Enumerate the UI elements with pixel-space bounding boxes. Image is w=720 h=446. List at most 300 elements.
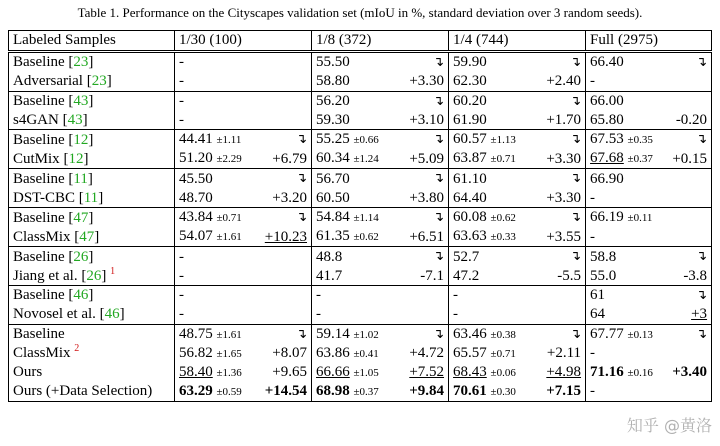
value-cell (449, 266, 531, 285)
miou-value: 68.43 (453, 363, 487, 380)
method-name: Baseline (13, 170, 65, 187)
citation-link[interactable]: 43 (73, 93, 89, 110)
method-cell: CutMix [12] (9, 149, 175, 169)
delta-cell (394, 227, 449, 247)
delta-cell (668, 72, 712, 91)
method-cell: s4GAN [43] (9, 111, 175, 130)
delta-value: +9.84 (409, 383, 445, 400)
value-cell (312, 344, 394, 363)
value-cell (586, 188, 668, 207)
table-row (9, 344, 712, 363)
value-cell (175, 72, 257, 91)
delta-value: +9.65 (272, 364, 308, 381)
value-cell (175, 344, 257, 363)
citation-link[interactable]: 23 (91, 73, 107, 90)
value-cell (175, 130, 257, 150)
table-row (9, 208, 712, 228)
miou-value: 59.90 (453, 54, 487, 71)
delta-cell (394, 72, 449, 91)
delta-cell (257, 344, 312, 363)
miou-value: 45.50 (179, 170, 213, 187)
method-cell: ClassMix [47] (9, 227, 175, 247)
method-name: Baseline (13, 248, 65, 265)
value-cell (312, 169, 394, 189)
value-cell (312, 305, 394, 324)
value-cell (175, 247, 257, 267)
delta-cell (257, 324, 312, 344)
footnote-marker[interactable]: 2 (74, 343, 80, 355)
delta-cell (394, 169, 449, 189)
value-cell (586, 266, 668, 285)
baseline-arrow-icon: ↴ (570, 54, 582, 70)
delta-cell (668, 324, 712, 344)
delta-cell (257, 208, 312, 228)
delta-cell (531, 208, 586, 228)
method-cell: Jiang et al. [26] $^1$ (9, 266, 175, 285)
method-name: ClassMix (13, 228, 71, 245)
table-row (9, 266, 712, 285)
miou-value: 65.57 (453, 344, 487, 361)
value-cell (175, 324, 257, 344)
miou-value: 56.70 (316, 170, 350, 187)
value-cell (586, 91, 668, 111)
method-name: Ours (+Data Selection) (13, 383, 153, 400)
miou-value: 55.25 (316, 131, 350, 148)
value-cell (586, 382, 668, 402)
citation-link[interactable]: 47 (79, 228, 95, 245)
value-cell (586, 72, 668, 91)
miou-value: 68.98 (316, 382, 350, 399)
method-name: ClassMix (13, 345, 71, 362)
miou-value: 60.50 (316, 189, 350, 206)
value-cell (175, 266, 257, 285)
miou-value: - (590, 383, 596, 400)
value-cell (312, 247, 394, 267)
miou-value: 64.40 (453, 189, 487, 206)
table-row (9, 363, 712, 382)
citation-link[interactable]: 12 (68, 150, 84, 167)
delta-value: +6.79 (272, 150, 308, 167)
value-cell (175, 382, 257, 402)
std-dev: ±0.30 (490, 385, 516, 398)
delta-cell (668, 363, 712, 382)
citation-link[interactable]: 26 (73, 248, 89, 265)
citation-link[interactable]: 47 (73, 209, 89, 226)
delta-cell (531, 72, 586, 91)
miou-value: - (179, 93, 184, 110)
baseline-arrow-icon: ↴ (433, 54, 445, 70)
miou-value: 43.84 (179, 209, 213, 226)
delta-cell (668, 169, 712, 189)
header-row (9, 31, 712, 52)
value-cell (175, 169, 257, 189)
method-cell: Baseline [11] (9, 169, 175, 189)
miou-value: - (179, 267, 184, 284)
delta-cell (668, 266, 712, 285)
value-cell (449, 111, 531, 130)
value-cell (312, 188, 394, 207)
delta-cell (394, 130, 449, 150)
method-name: Adversarial (13, 73, 83, 90)
method-cell: Baseline [12] (9, 130, 175, 150)
std-dev: ±0.37 (627, 153, 653, 166)
miou-value: 67.53 (590, 131, 624, 148)
delta-value: +3.20 (272, 189, 308, 206)
delta-value: +6.51 (409, 228, 445, 245)
miou-value: - (179, 73, 184, 90)
baseline-arrow-icon: ↴ (433, 93, 445, 109)
value-cell (449, 72, 531, 91)
delta-value: -5.5 (557, 267, 582, 284)
miou-value: 61.35 (316, 228, 350, 245)
delta-cell (394, 188, 449, 207)
delta-value: +3.10 (409, 111, 445, 128)
miou-value: 64 (590, 306, 606, 323)
value-cell (312, 363, 394, 382)
value-cell (586, 305, 668, 324)
header-1-30: 1/30 (100) (175, 31, 312, 52)
delta-cell (668, 305, 712, 324)
delta-cell (531, 305, 586, 324)
value-cell (586, 51, 668, 72)
baseline-arrow-icon: ↴ (570, 93, 582, 109)
value-cell (312, 130, 394, 150)
value-cell (312, 266, 394, 285)
baseline-arrow-icon: ↴ (433, 249, 445, 265)
table-row (9, 51, 712, 72)
value-cell (586, 344, 668, 363)
miou-value: 67.68 (590, 150, 624, 167)
table-row (9, 382, 712, 402)
delta-cell (531, 51, 586, 72)
table-row (9, 72, 712, 91)
baseline-arrow-icon: ↴ (296, 132, 308, 148)
value-cell (586, 247, 668, 267)
std-dev: ±0.62 (353, 231, 379, 244)
delta-cell (257, 149, 312, 169)
table-row (9, 188, 712, 207)
baseline-arrow-icon: ↴ (696, 326, 708, 342)
miou-value: 65.80 (590, 111, 624, 128)
value-cell (449, 208, 531, 228)
method-name: CutMix (13, 150, 60, 167)
delta-cell (668, 208, 712, 228)
value-cell (586, 111, 668, 130)
table-row (9, 305, 712, 324)
value-cell (175, 285, 257, 305)
baseline-arrow-icon: ↴ (570, 249, 582, 265)
baseline-arrow-icon: ↴ (570, 171, 582, 187)
value-cell (449, 130, 531, 150)
method-name: Baseline (13, 326, 65, 343)
header-labeled-samples: Labeled Samples (9, 31, 175, 52)
delta-value: +0.15 (672, 150, 708, 167)
miou-value: 61.90 (453, 111, 487, 128)
miou-value: 54.84 (316, 209, 350, 226)
delta-cell (668, 285, 712, 305)
method-cell: Adversarial [23] (9, 72, 175, 91)
std-dev: ±0.62 (490, 212, 516, 225)
delta-cell (394, 305, 449, 324)
citation-link[interactable]: 26 (86, 267, 102, 284)
baseline-arrow-icon: ↴ (570, 326, 582, 342)
std-dev: ±0.71 (490, 153, 516, 166)
delta-cell (257, 51, 312, 72)
value-cell (449, 91, 531, 111)
value-cell (312, 227, 394, 247)
value-cell (449, 227, 531, 247)
delta-value: +3.30 (409, 73, 445, 90)
delta-cell (257, 169, 312, 189)
delta-cell (394, 382, 449, 402)
std-dev: ±0.41 (353, 347, 379, 360)
delta-cell (531, 111, 586, 130)
delta-value: +3.80 (409, 189, 445, 206)
method-name: Baseline (13, 54, 65, 71)
miou-value: 63.46 (453, 325, 487, 342)
std-dev: ±1.61 (216, 328, 242, 341)
std-dev: ±1.02 (353, 328, 379, 341)
citation-link[interactable]: 46 (104, 306, 120, 323)
delta-value: +2.11 (546, 345, 582, 362)
method-name: Ours (13, 364, 43, 381)
baseline-arrow-icon: ↴ (696, 132, 708, 148)
delta-cell (257, 91, 312, 111)
method-cell: Baseline [46] (9, 285, 175, 305)
miou-value: 55.50 (316, 54, 350, 71)
method-cell (9, 382, 175, 402)
method-name: Jiang et al. (13, 267, 78, 284)
delta-cell (257, 363, 312, 382)
miou-value: 48.75 (179, 325, 213, 342)
header-1-4: 1/4 (744) (449, 31, 586, 52)
citation-link[interactable]: 23 (73, 54, 89, 71)
delta-value: +5.09 (409, 150, 445, 167)
baseline-arrow-icon: ↴ (696, 54, 708, 70)
miou-value: 70.61 (453, 382, 487, 399)
delta-cell (257, 111, 312, 130)
delta-value: +3.30 (546, 189, 582, 206)
std-dev: ±0.71 (490, 347, 516, 360)
delta-cell (257, 72, 312, 91)
miou-value: - (316, 306, 322, 323)
miou-value: - (590, 228, 596, 245)
delta-cell (394, 285, 449, 305)
delta-value: +4.72 (409, 345, 445, 362)
miou-value: 66.00 (590, 93, 624, 110)
delta-cell (668, 130, 712, 150)
value-cell (175, 188, 257, 207)
delta-cell (668, 111, 712, 130)
method-name: Baseline (13, 93, 65, 110)
method-name: s4GAN (13, 111, 59, 128)
delta-cell (257, 305, 312, 324)
delta-cell (531, 188, 586, 207)
std-dev: ±1.65 (216, 347, 242, 360)
std-dev: ±2.29 (216, 153, 242, 166)
delta-cell (394, 363, 449, 382)
delta-value: +3.55 (546, 228, 582, 245)
delta-value: +7.15 (546, 383, 582, 400)
delta-cell (394, 344, 449, 363)
miou-value: - (179, 111, 184, 128)
method-name: Baseline (13, 209, 65, 226)
baseline-arrow-icon: ↴ (696, 249, 708, 265)
std-dev: ±0.38 (490, 328, 516, 341)
value-cell (175, 91, 257, 111)
delta-cell (668, 382, 712, 402)
std-dev: ±0.11 (627, 212, 653, 225)
table-row (9, 169, 712, 189)
miou-value: 47.2 (453, 267, 480, 284)
miou-value: 54.07 (179, 228, 213, 245)
baseline-arrow-icon: ↴ (296, 326, 308, 342)
value-cell (449, 169, 531, 189)
miou-value: 44.41 (179, 131, 213, 148)
miou-value: 56.20 (316, 93, 350, 110)
value-cell (449, 51, 531, 72)
std-dev: ±0.13 (627, 328, 653, 341)
delta-cell (257, 285, 312, 305)
delta-cell (668, 51, 712, 72)
miou-value: 55.0 (590, 267, 617, 284)
delta-cell (531, 227, 586, 247)
delta-value: -0.20 (675, 111, 708, 128)
delta-cell (668, 91, 712, 111)
miou-value: - (179, 287, 184, 304)
miou-value: 59.14 (316, 325, 350, 342)
delta-value: +1.70 (546, 111, 582, 128)
delta-value: -7.1 (420, 267, 445, 284)
miou-value: 58.80 (316, 73, 350, 90)
header-full: Full (2975) (586, 31, 712, 52)
miou-value: 66.19 (590, 209, 624, 226)
table-row (9, 324, 712, 344)
method-cell: Baseline [23] (9, 51, 175, 72)
delta-cell (531, 91, 586, 111)
delta-cell (394, 266, 449, 285)
value-cell (449, 188, 531, 207)
std-dev: ±0.66 (353, 134, 379, 147)
delta-cell (531, 247, 586, 267)
watermark: 知乎 @黄洛 (626, 416, 712, 435)
std-dev: ±0.37 (353, 385, 379, 398)
value-cell (175, 305, 257, 324)
value-cell (175, 363, 257, 382)
baseline-arrow-icon: ↴ (433, 326, 445, 342)
method-name: Baseline (13, 131, 65, 148)
delta-value: -3.8 (683, 267, 708, 284)
table-row (9, 227, 712, 247)
value-cell (449, 344, 531, 363)
citation-link[interactable]: 11 (73, 170, 88, 187)
delta-cell (394, 208, 449, 228)
baseline-arrow-icon: ↴ (296, 210, 308, 226)
table-row (9, 111, 712, 130)
delta-value: +3.40 (672, 364, 708, 381)
miou-value: 60.57 (453, 131, 487, 148)
delta-cell (668, 227, 712, 247)
delta-cell (531, 169, 586, 189)
citation-link[interactable]: 43 (67, 111, 83, 128)
miou-value: 67.77 (590, 325, 624, 342)
delta-cell (257, 266, 312, 285)
header-1-8: 1/8 (372) (312, 31, 449, 52)
table-row (9, 149, 712, 169)
miou-value: 62.30 (453, 73, 487, 90)
std-dev: ±1.61 (216, 231, 242, 244)
miou-value: 61.10 (453, 170, 487, 187)
value-cell (449, 149, 531, 169)
footnote-marker[interactable]: 1 (110, 266, 116, 277)
baseline-arrow-icon: ↴ (570, 210, 582, 226)
miou-value: 48.8 (316, 248, 343, 265)
method-name: Baseline (13, 287, 65, 304)
miou-value: 66.66 (316, 363, 350, 380)
std-dev: ±1.36 (216, 366, 242, 379)
delta-cell (394, 51, 449, 72)
delta-cell (668, 344, 712, 363)
value-cell (586, 130, 668, 150)
value-cell (175, 208, 257, 228)
miou-value: 41.7 (316, 267, 343, 284)
delta-cell (531, 324, 586, 344)
delta-value: +3 (691, 306, 708, 323)
delta-cell (394, 247, 449, 267)
miou-value: - (590, 189, 596, 206)
delta-cell (394, 91, 449, 111)
delta-cell (394, 111, 449, 130)
method-name: DST-CBC (13, 189, 75, 206)
miou-value: 58.40 (179, 363, 213, 380)
value-cell (586, 149, 668, 169)
method-cell (9, 344, 175, 363)
citation-link[interactable]: 46 (73, 287, 89, 304)
std-dev: ±0.59 (216, 385, 242, 398)
delta-cell (531, 149, 586, 169)
value-cell (312, 149, 394, 169)
std-dev: ±0.06 (490, 366, 516, 379)
miou-value: 58.8 (590, 248, 617, 265)
std-dev: ±1.05 (353, 366, 379, 379)
miou-value: 71.16 (590, 363, 624, 380)
miou-value: 59.30 (316, 111, 350, 128)
baseline-arrow-icon: ↴ (570, 132, 582, 148)
value-cell (312, 72, 394, 91)
method-cell (9, 324, 175, 344)
miou-value: 51.20 (179, 150, 213, 167)
std-dev: ±1.14 (353, 212, 379, 225)
value-cell (312, 208, 394, 228)
results-table (8, 30, 712, 402)
miou-value: 60.20 (453, 93, 487, 110)
table-row (9, 285, 712, 305)
delta-cell (257, 247, 312, 267)
delta-cell (668, 247, 712, 267)
std-dev: ±1.11 (216, 134, 242, 147)
citation-link[interactable]: 12 (73, 131, 89, 148)
value-cell (312, 324, 394, 344)
value-cell (449, 285, 531, 305)
delta-value: +10.23 (264, 228, 308, 245)
method-cell: Novosel et al. [46] (9, 305, 175, 324)
citation-link[interactable]: 11 (83, 189, 99, 206)
baseline-arrow-icon: ↴ (433, 210, 445, 226)
delta-cell (531, 130, 586, 150)
value-cell (449, 247, 531, 267)
miou-value: 63.86 (316, 344, 350, 361)
miou-value: 66.40 (590, 54, 624, 71)
